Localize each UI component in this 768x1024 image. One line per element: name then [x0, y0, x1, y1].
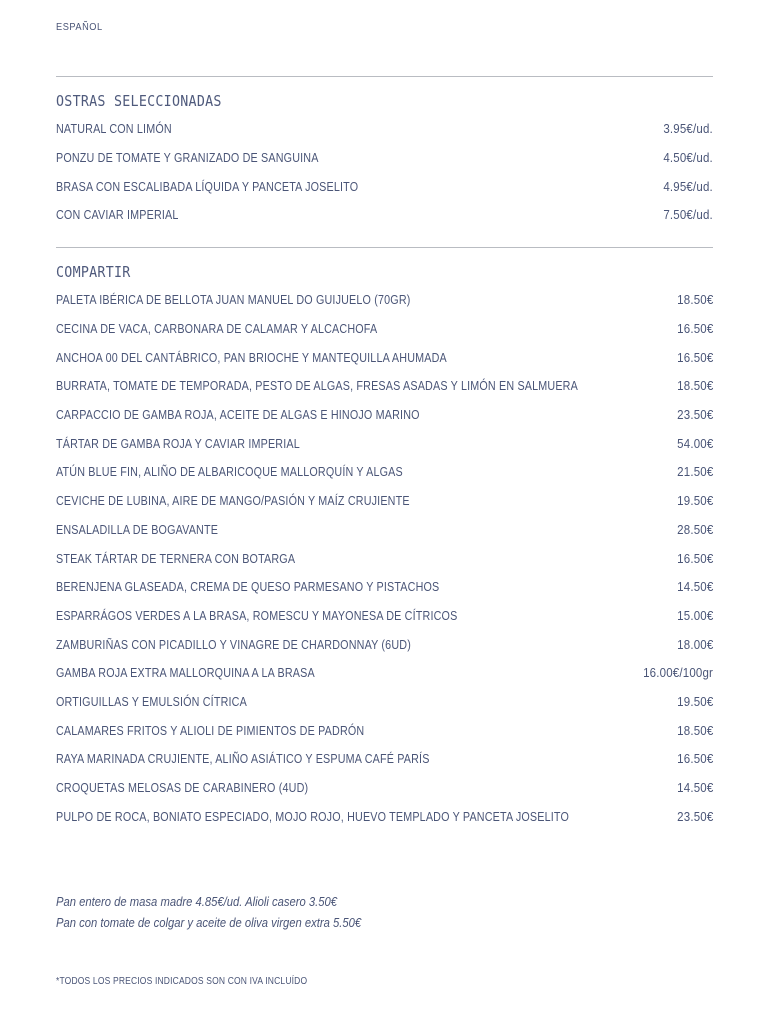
- item-price: 7.50€/ud.: [663, 208, 713, 223]
- section-divider: [56, 76, 713, 77]
- item-price: 21.50€: [676, 465, 713, 480]
- item-price: 16.50€: [676, 551, 713, 566]
- item-price: 16.50€: [676, 752, 713, 767]
- menu-item: [56, 401, 713, 430]
- menu-item: [56, 144, 713, 173]
- menu-item: [56, 630, 713, 659]
- menu-item: [56, 429, 713, 458]
- menu-item: [56, 745, 713, 774]
- menu-item: [56, 343, 713, 372]
- bread-notes: [56, 892, 395, 934]
- item-name: BRASA CON ESCALIBADA LÍQUIDA Y PANCETA JOSELITO: [56, 179, 359, 194]
- item-price: 4.50€/ud.: [663, 151, 713, 166]
- menu-item: [56, 688, 713, 717]
- item-price: 28.50€: [676, 522, 713, 537]
- item-name: ORTIGUILLAS Y EMULSIÓN CÍTRICA: [56, 694, 247, 709]
- section-divider: [56, 247, 713, 248]
- item-name: NATURAL CON LIMÓN: [56, 122, 172, 137]
- item-price: 16.50€: [676, 350, 713, 365]
- item-price: 54.00€: [676, 436, 713, 451]
- item-name: BERENJENA GLASEADA, CREMA DE QUESO PARMESANO Y PISTACHOS: [56, 580, 440, 595]
- menu-item: [56, 172, 713, 201]
- item-name: CARPACCIO DE GAMBA ROJA, ACEITE DE ALGAS E HINOJO MARINO: [56, 408, 420, 423]
- menu-item: [56, 659, 713, 688]
- menu-item: [56, 802, 713, 831]
- item-name: CALAMARES FRITOS Y ALIOLI DE PIMIENTOS DE PADRÓN: [56, 723, 365, 738]
- note-line: Pan con tomate de colgar y aceite de oliva virgen extra 5.50€: [56, 916, 362, 930]
- menu-item: [56, 602, 713, 631]
- item-price: 16.00€/100gr: [643, 666, 713, 681]
- menu-item: [56, 115, 713, 144]
- menu-item: [56, 315, 713, 344]
- item-name: ESPARRÁGOS VERDES A LA BRASA, ROMESCU Y MAYONESA DE CÍTRICOS: [56, 608, 458, 623]
- item-name: CON CAVIAR IMPERIAL: [56, 208, 179, 223]
- menu-item: [56, 573, 713, 602]
- menu-item: [56, 716, 713, 745]
- item-price: 18.50€: [676, 723, 713, 738]
- item-price: 18.50€: [676, 379, 713, 394]
- item-price: 4.95€/ud.: [663, 179, 713, 194]
- menu-item: [56, 774, 713, 803]
- menu-item: [56, 286, 713, 315]
- menu-item: [56, 516, 713, 545]
- item-price: 18.00€: [676, 637, 713, 652]
- item-name: BURRATA, TOMATE DE TEMPORADA, PESTO DE ALGAS, FRESAS ASADAS Y LIMÓN EN SALMUERA: [56, 379, 578, 394]
- item-name: ZAMBURIÑAS CON PICADILLO Y VINAGRE DE CHARDONNAY (6UD): [56, 637, 411, 652]
- item-name: PONZU DE TOMATE Y GRANIZADO DE SANGUINA: [56, 151, 319, 166]
- item-name: ENSALADILLA DE BOGAVANTE: [56, 522, 219, 537]
- item-name: PULPO DE ROCA, BONIATO ESPECIADO, MOJO ROJO, HUEVO TEMPLADO Y PANCETA JOSELITO: [56, 809, 570, 824]
- item-price: 14.50€: [676, 781, 713, 796]
- section-title: OSTRAS SELECCIONADAS: [56, 92, 222, 110]
- language-label: ESPAÑOL: [56, 21, 103, 33]
- item-name: CEVICHE DE LUBINA, AIRE DE MANGO/PASIÓN Y MAÍZ CRUJIENTE: [56, 494, 410, 509]
- menu-item: [56, 544, 713, 573]
- menu-list: [56, 115, 713, 230]
- tax-footnote: *TODOS LOS PRECIOS INDICADOS SON CON IVA INCLUÍDO: [56, 976, 308, 987]
- item-price: 14.50€: [676, 580, 713, 595]
- item-name: CROQUETAS MELOSAS DE CARABINERO (4UD): [56, 781, 309, 796]
- item-price: 19.50€: [676, 694, 713, 709]
- menu-item: [56, 458, 713, 487]
- item-name: ANCHOA 00 DEL CANTÁBRICO, PAN BRIOCHE Y MANTEQUILLA AHUMADA: [56, 350, 447, 365]
- item-name: CECINA DE VACA, CARBONARA DE CALAMAR Y ALCACHOFA: [56, 322, 378, 337]
- item-price: 23.50€: [676, 408, 713, 423]
- section-compartir: [56, 247, 713, 831]
- section-ostras: [56, 76, 713, 230]
- item-name: GAMBA ROJA EXTRA MALLORQUINA A LA BRASA: [56, 666, 315, 681]
- item-name: STEAK TÁRTAR DE TERNERA CON BOTARGA: [56, 551, 296, 566]
- menu-list: [56, 286, 713, 831]
- item-price: 3.95€/ud.: [663, 122, 713, 137]
- item-price: 18.50€: [676, 293, 713, 308]
- item-price: 23.50€: [676, 809, 713, 824]
- item-name: TÁRTAR DE GAMBA ROJA Y CAVIAR IMPERIAL: [56, 436, 300, 451]
- note-line: Pan entero de masa madre 4.85€/ud. Alioli casero 3.50€: [56, 895, 338, 909]
- item-price: 16.50€: [676, 322, 713, 337]
- section-title: COMPARTIR: [56, 263, 131, 281]
- item-name: RAYA MARINADA CRUJIENTE, ALIÑO ASIÁTICO Y ESPUMA CAFÉ PARÍS: [56, 752, 430, 767]
- menu-item: [56, 201, 713, 230]
- item-name: ATÚN BLUE FIN, ALIÑO DE ALBARICOQUE MALLORQUÍN Y ALGAS: [56, 465, 403, 480]
- item-name: PALETA IBÉRICA DE BELLOTA JUAN MANUEL DO GUIJUELO (70GR): [56, 293, 411, 308]
- menu-item: [56, 372, 713, 401]
- item-price: 15.00€: [676, 608, 713, 623]
- menu-item: [56, 487, 713, 516]
- item-price: 19.50€: [676, 494, 713, 509]
